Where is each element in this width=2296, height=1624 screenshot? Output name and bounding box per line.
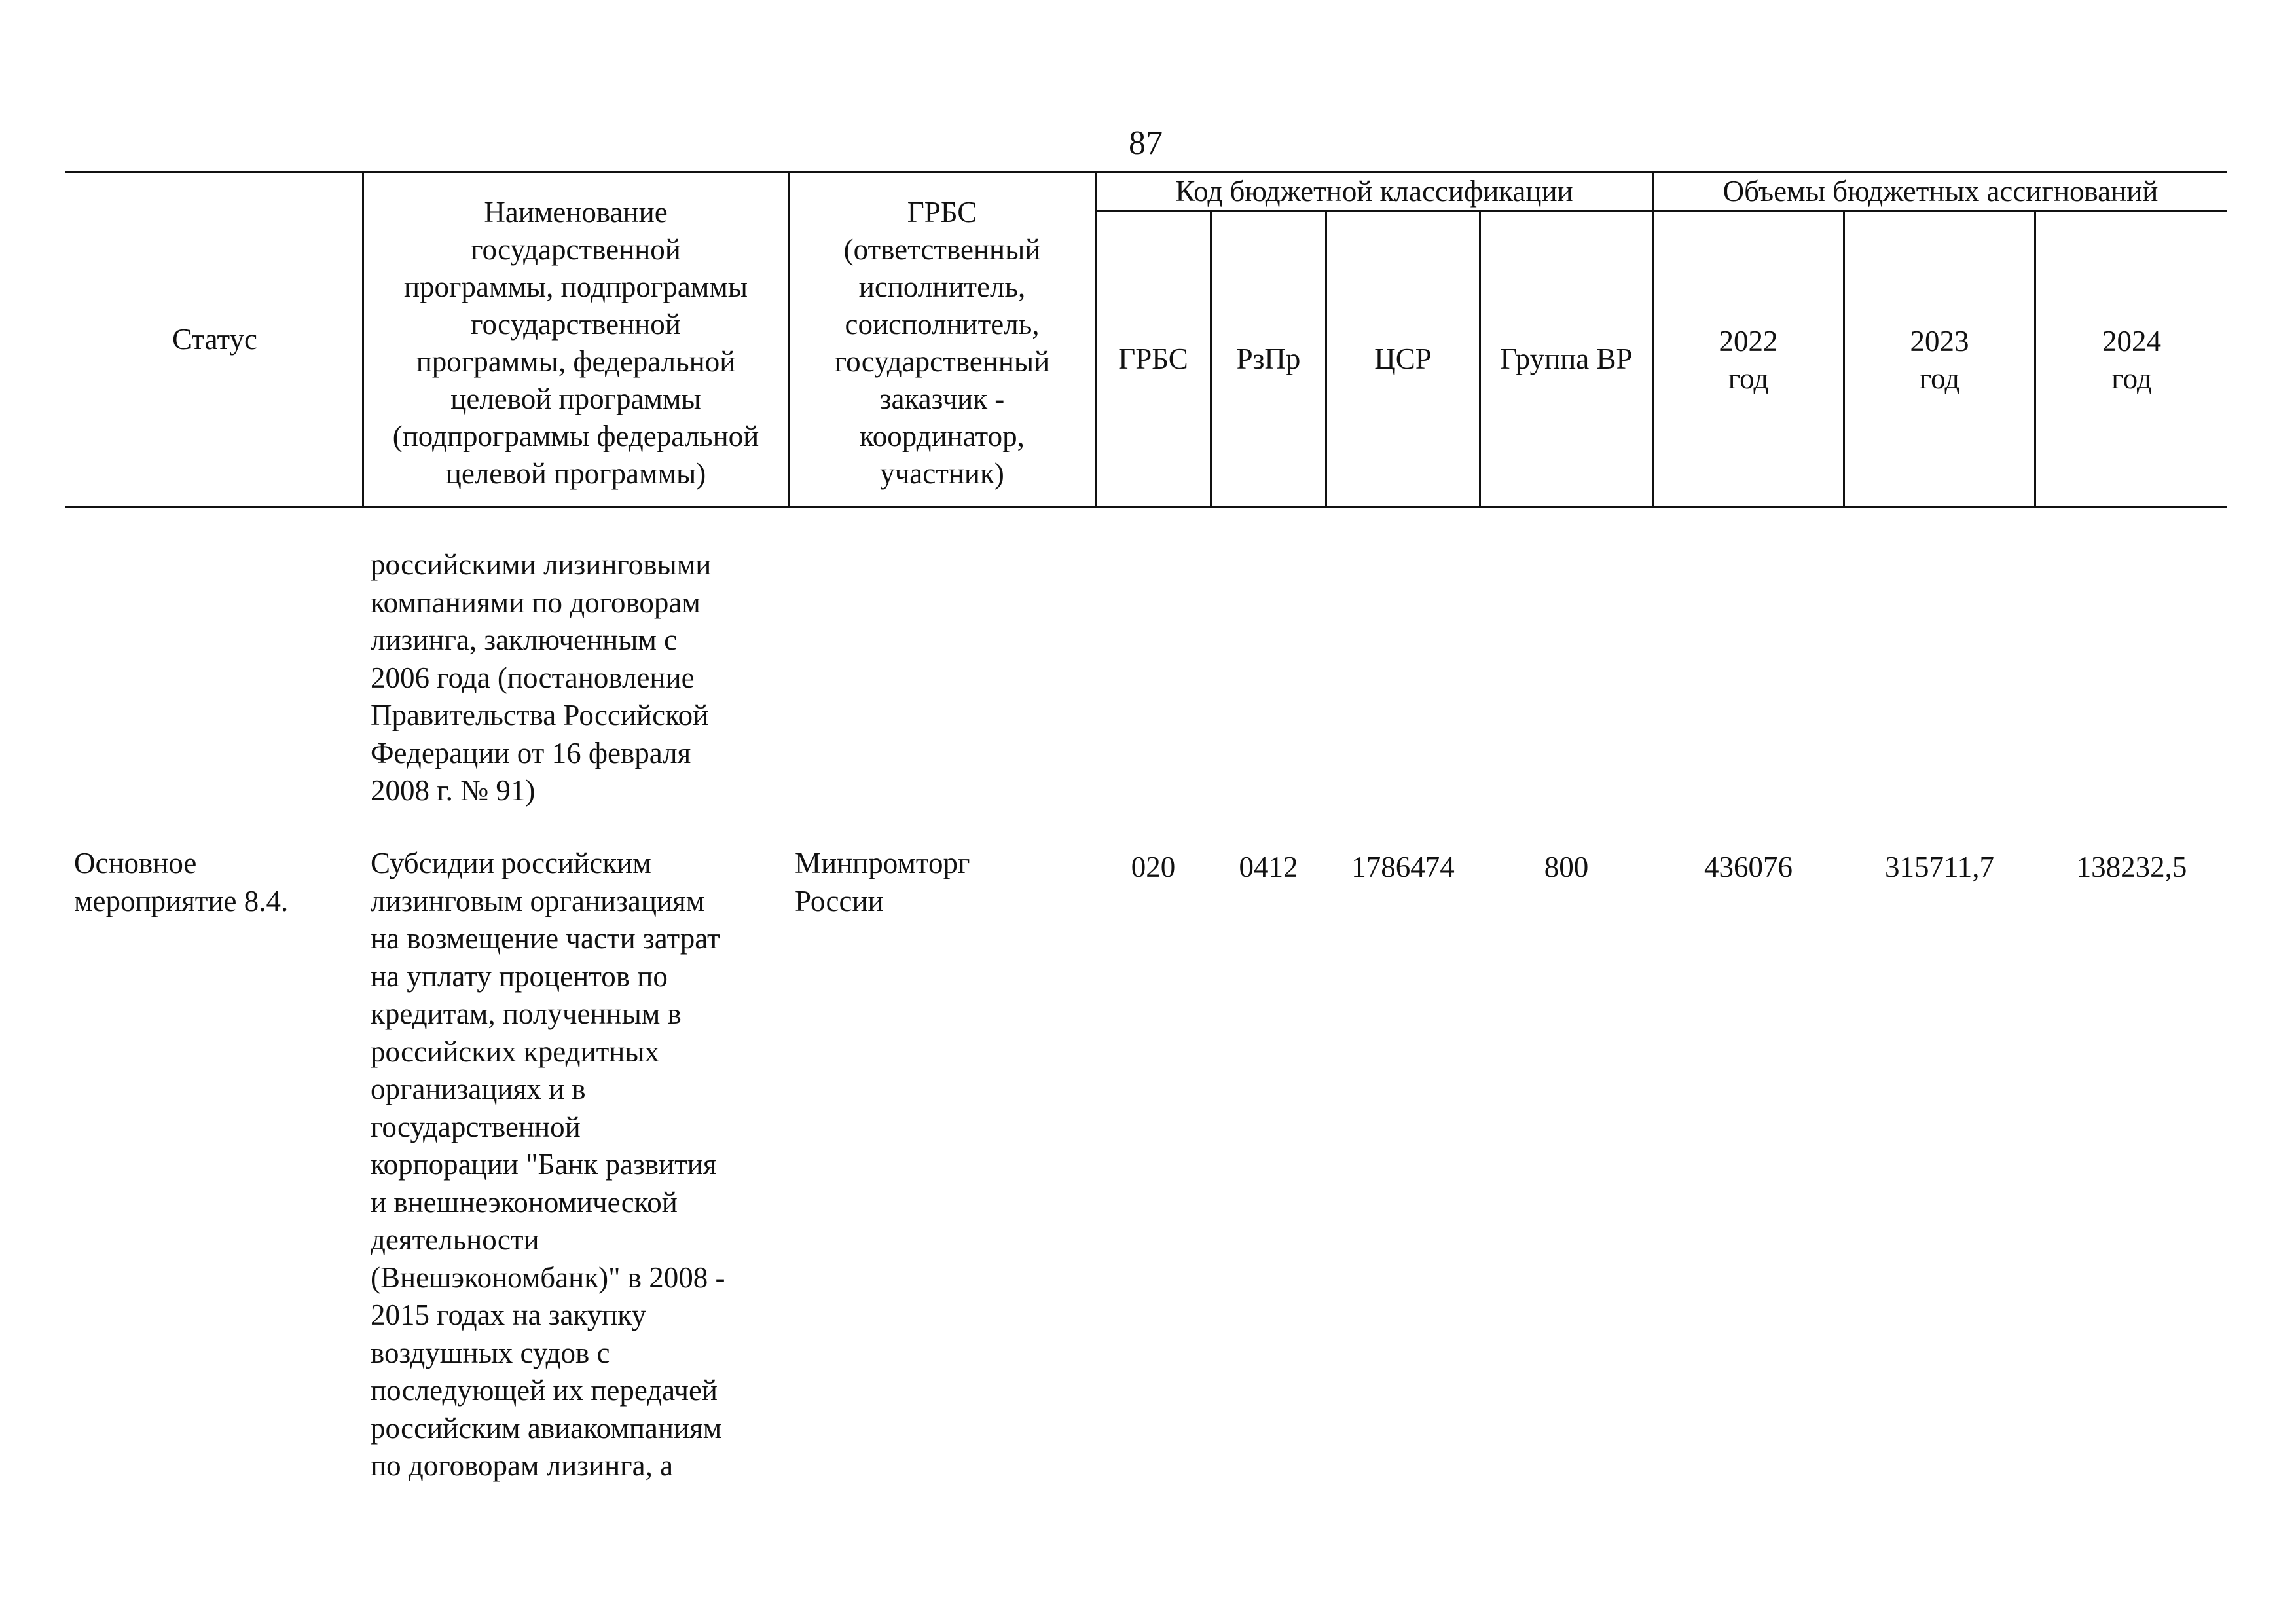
header-grbs-label: ГРБС [1118,342,1188,375]
header-csr-label: ЦСР [1374,342,1432,375]
row-csr-code: 1786474 [1351,851,1455,883]
row-rzpr-code: 0412 [1239,851,1298,883]
header-csr [1327,212,1479,506]
header-grbs [1097,212,1210,506]
row-program-name: Субсидии российским лизинговым организациям на возмещение части затрат на уплату процентов по кредитам, полученным в российских кредитных организациях и в государственной корпорации "Банк развития и внешнеэкономической деятельности (Внешэкономбанк)" в 2008 - 2015 годах на закупку воздушных судов с последующей их передачей российским авиакомпаниям по договорам лизинга, а [371,847,725,1482]
header-program-name: Наименование государственной программы, подпрограммы государственной программы, федеральной целевой программы (подпрограммы федеральной целевой программы) [392,196,759,490]
header-year-2023: 2023 год [1910,325,1969,395]
header-year-2022: 2022 год [1719,325,1778,395]
row-vr-code: 800 [1544,851,1589,883]
row-volume-2022: 436076 [1704,851,1793,883]
row-volume-2023: 315711,7 [1884,851,1995,883]
header-budget-volume-group: Объемы бюджетных ассигнований [1722,175,2159,208]
row-grbs-responsible: Минпромторг России [795,847,970,917]
page-number: 87 [1129,124,1163,162]
row-grbs-code: 020 [1131,851,1176,883]
header-vr-label: Группа ВР [1500,342,1633,375]
row-volume-2024: 138232,5 [2076,851,2187,883]
header-status [67,173,362,506]
header-budget-code-group: Код бюджетной классификации [1175,175,1573,208]
header-grbs-responsible: ГРБС (ответственный исполнитель, соисполнитель, государственный заказчик - координатор, участник) [834,196,1050,490]
table-top-border [65,171,2227,173]
header-year-2024: 2024 год [2102,325,2161,395]
header-rzpr-label: РзПр [1236,342,1301,375]
row-status: Основное мероприятие 8.4. [74,847,289,917]
header-rzpr [1212,212,1325,506]
header-status-label: Статус [172,323,257,356]
header-vr-group [1481,212,1652,506]
row-continuation-name: российскими лизинговыми компаниями по договорам лизинга, заключенным с 2006 года (постановление Правительства Российской Федерации от 16 февраля 2008 г. № 91) [371,548,712,807]
header-bottom-border [65,506,2227,508]
